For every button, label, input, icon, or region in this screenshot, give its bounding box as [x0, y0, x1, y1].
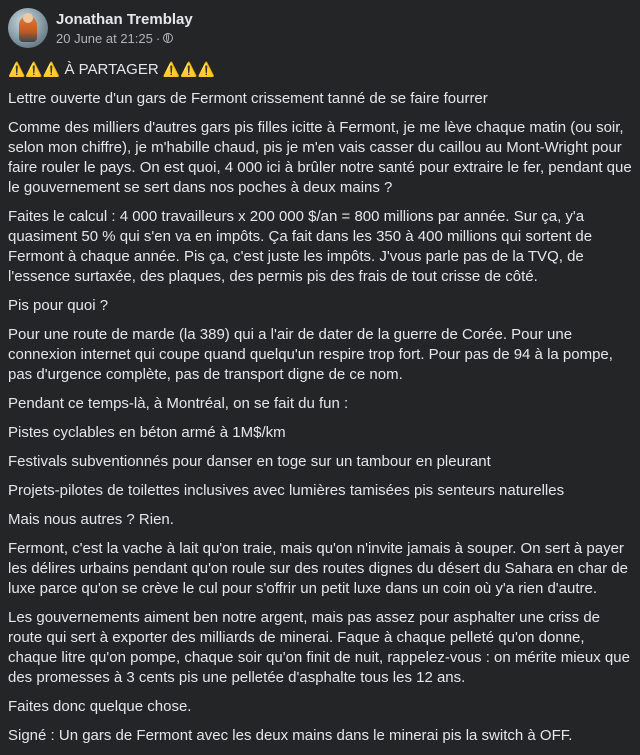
- paragraph: Pour une route de marde (la 389) qui a l'air de dater de la guerre de Corée. Pour une connexion internet qui coupe quand quelqu'un respire trop fort. Pour pas de 94 à la pompe, pas d'urgence complète, pas de transport digne de ce nom.: [8, 326, 613, 383]
- paragraph: Pendant ce temps-là, à Montréal, on se fait du fun :: [8, 395, 349, 412]
- warning-icon: ⚠️⚠️⚠️: [8, 61, 61, 77]
- author-avatar[interactable]: [8, 8, 48, 48]
- post-body: [8, 59, 636, 755]
- paragraph: Pistes cyclables en béton armé à 1M$/km: [8, 424, 286, 441]
- avatar-head: [23, 13, 33, 23]
- author-name[interactable]: Jonathan Tremblay: [56, 10, 193, 28]
- paragraph: Faites le calcul : 4 000 travailleurs x 200 000 $/an = 800 millions par année. Sur ça, y'a quasiment 50 % qui s'en va en impôts. Ça fait dans les 350 à 400 millions qui sortent de Fermont à chaque année. Pis ça, c'est juste les impôts. J'vous parle pas de la TVQ, de l'essence surtaxée, des plaques, des permis pis des frais de tout crisse de côté.: [8, 208, 593, 285]
- paragraph: Signé : Un gars de Fermont avec les deux mains dans le minerai pis la switch à OFF.: [8, 727, 573, 744]
- meta-separator: ·: [155, 30, 161, 46]
- globe-icon[interactable]: [163, 33, 173, 43]
- paragraph: Lettre ouverte d'un gars de Fermont crissement tanné de se faire fourrer: [8, 90, 488, 107]
- warning-icon: ⚠️⚠️⚠️: [162, 61, 216, 77]
- paragraph: Comme des milliers d'autres gars pis filles icitte à Fermont, je me lève chaque matin (ou soir, selon mon chiffre), je m'habille chaud, pis je m'en vais casser du caillou au Mont-Wright pour faire rouler le pays. On est quoi, 4 000 ici à brûler notre santé pour extraire le fer, pendant que le gouvernement se sert dans nos poches à deux mains ?: [8, 119, 632, 196]
- post-title: À PARTAGER: [60, 61, 163, 78]
- paragraph: Festivals subventionnés pour danser en toge sur un tambour en pleurant: [8, 453, 491, 470]
- post-timestamp[interactable]: 20 June at 21:25: [56, 30, 153, 46]
- paragraph: Mais nous autres ? Rien.: [8, 511, 174, 528]
- paragraph: Fermont, c'est la vache à lait qu'on traie, mais qu'on n'invite jamais à souper. On sert à payer les délires urbains pendant qu'on roule sur des routes dignes du désert du Sahara en char de luxe parce qu'on se crève le cul pour s'offrir un petit luxe dans un coin où y'a rien d'autre.: [8, 540, 628, 597]
- paragraph: Les gouvernements aiment ben notre argent, mais pas assez pour asphalter une criss de route qui sert à exporter des milliards de minerai. Faque à chaque pelleté qu'on donne, chaque litre qu'on pompe, chaque soir qu'on finit de nuit, rappelez-vous : on mérite mieux que des promesses à 3 cents pis une pelletée d'asphalte tous les 12 ans.: [8, 609, 630, 686]
- paragraph: Projets-pilotes de toilettes inclusives avec lumières tamisées pis senteurs naturelles: [8, 482, 565, 499]
- post-header: [8, 8, 193, 48]
- paragraph: Pis pour quoi ?: [8, 297, 109, 314]
- timestamp-row: [56, 30, 193, 47]
- post-meta: [56, 10, 193, 47]
- paragraph: Faites donc quelque chose.: [8, 698, 192, 715]
- post-title-line: [8, 59, 636, 80]
